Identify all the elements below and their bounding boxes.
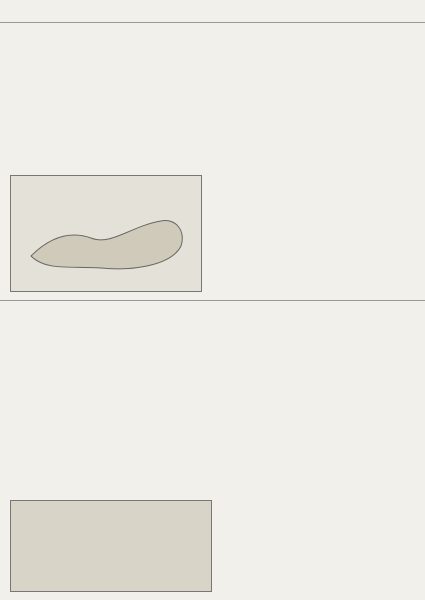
page-header: [0, 0, 425, 23]
article-photo: [10, 500, 212, 592]
main-article-col2: [200, 30, 415, 170]
club-article: [320, 460, 415, 590]
right-article: [320, 310, 415, 450]
bottom-left-article: [10, 310, 210, 490]
middle-article: [220, 310, 315, 590]
main-article-col1: [10, 30, 195, 170]
map-figure: [10, 175, 202, 292]
